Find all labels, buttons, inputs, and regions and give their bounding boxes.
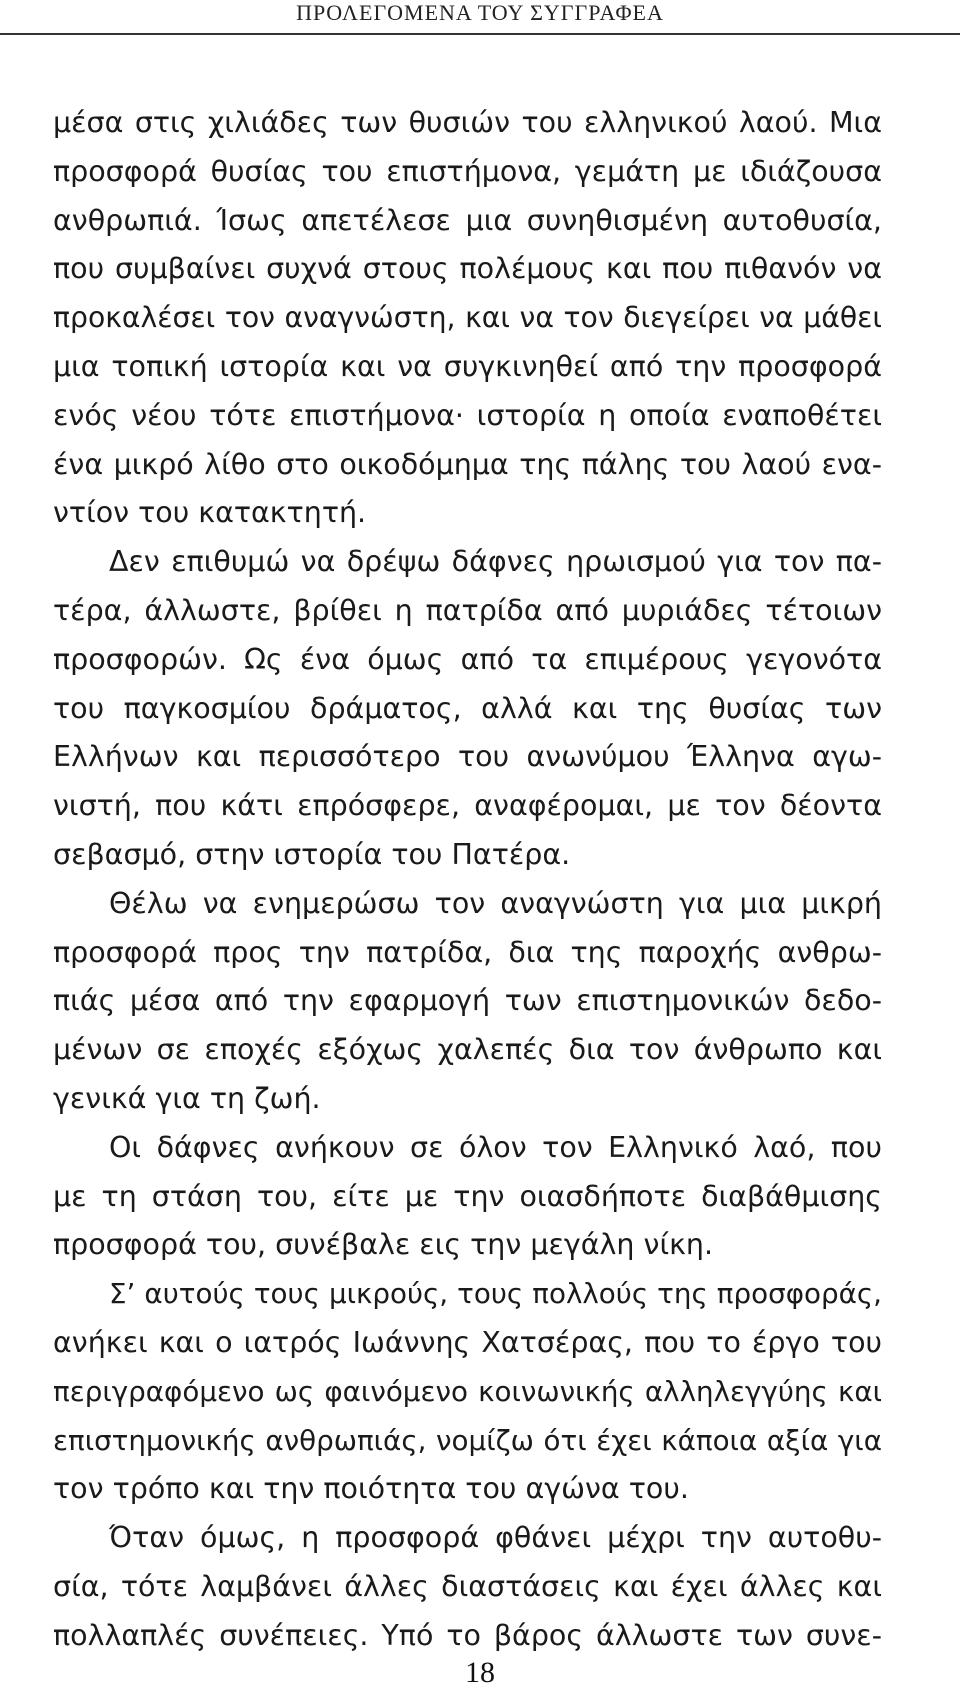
text-line: του παγκοσμίου δράματος, αλλά και της θυσίας των bbox=[53, 691, 882, 725]
text-line: πιάς μέσα από την εφαρμογή των επιστημονικών δεδο- bbox=[53, 984, 882, 1018]
page-number: 18 bbox=[465, 1656, 495, 1689]
text-line: Δεν επιθυμώ να δρέψω δάφνες ηρωισμού για τον πα- bbox=[109, 545, 882, 579]
text-line: που συμβαίνει συχνά στους πολέμους και που πιθανόν να bbox=[53, 252, 882, 286]
text-line: προσφορά θυσίας του επιστήμονα, γεμάτη με ιδιάζουσα bbox=[53, 154, 882, 188]
text-line: Ελλήνων και περισσότερο του ανωνύμου Έλληνα αγω- bbox=[53, 740, 882, 774]
text-line: Θέλω να ενημερώσω τον αναγνώστη για μια μικρή bbox=[109, 886, 882, 920]
text-line: προσφορά προς την πατρίδα, δια της παροχής ανθρω- bbox=[53, 935, 882, 969]
text-line: πολλαπλές συνέπειες. Υπό το βάρος άλλωστε των συνε- bbox=[53, 1618, 882, 1652]
text-line: ανήκει και ο ιατρός Ιωάννης Χατσέρας, που το έργο του bbox=[53, 1325, 882, 1359]
text-line: σεβασμό, στην ιστορία του Πατέρα. bbox=[53, 837, 571, 871]
text-line: τέρα, άλλωστε, βρίθει η πατρίδα από μυριάδες τέτοιων bbox=[53, 593, 882, 627]
text-line: νιστή, που κάτι επρόσφερε, αναφέρομαι, με τον δέοντα bbox=[53, 789, 882, 823]
text-line: ένα μικρό λίθο στο οικοδόμημα της πάλης του λαού ενα- bbox=[53, 447, 882, 481]
text-line: σία, τότε λαμβάνει άλλες διαστάσεις και έχει άλλες και bbox=[53, 1569, 882, 1603]
text-line: προκαλέσει τον αναγνώστη, και να τον διεγείρει να μάθει bbox=[53, 301, 882, 335]
text-line: Όταν όμως, η προσφορά φθάνει μέχρι την αυτοθυ- bbox=[109, 1521, 882, 1555]
text-line: ενός νέου τότε επιστήμονα· ιστορία η οποία εναποθέτει bbox=[53, 398, 882, 432]
text-line: περιγραφόμενο ως φαινόμενο κοινωνικής αλληλεγγύης και bbox=[53, 1374, 882, 1408]
text-line: μια τοπική ιστορία και να συγκινηθεί από την προσφορά bbox=[53, 349, 882, 383]
text-line: προσφορά του, συνέβαλε εις την μεγάλη νίκη. bbox=[53, 1228, 714, 1262]
running-head: ΠΡΟΛΕΓΟΜΕΝΑ ΤΟΥ ΣΥΓΓΡΑΦΕΑ bbox=[296, 0, 664, 25]
text-line: Οι δάφνες ανήκουν σε όλον τον Ελληνικό λαό, που bbox=[109, 1130, 882, 1164]
body-text bbox=[53, 99, 882, 1661]
text-line: με τη στάση του, είτε με την οιασδήποτε διαβάθμισης bbox=[53, 1179, 882, 1213]
text-line: ντίον του κατακτητή. bbox=[53, 496, 367, 530]
text-line: γενικά για τη ζωή. bbox=[53, 1081, 321, 1115]
text-line: τον τρόπο και την ποιότητα του αγώνα του. bbox=[53, 1472, 689, 1506]
text-line: Σ’ αυτούς τους μικρούς, τους πολλούς της προσφοράς, bbox=[109, 1277, 882, 1311]
text-line: μένων σε εποχές εξόχως χαλεπές δια τον άνθρωπο και bbox=[53, 1033, 882, 1067]
header-rule bbox=[0, 33, 960, 35]
text-line: επιστημονικής ανθρωπιάς, νομίζω ότι έχει κάποια αξία για bbox=[53, 1423, 882, 1457]
text-line: προσφορών. Ως ένα όμως από τα επιμέρους γεγονότα bbox=[53, 642, 882, 676]
text-line: μέσα στις χιλιάδες των θυσιών του ελληνικού λαού. Μια bbox=[53, 106, 882, 139]
text-line: ανθρωπιά. Ίσως απετέλεσε μια συνηθισμένη αυτοθυσία, bbox=[53, 203, 882, 237]
